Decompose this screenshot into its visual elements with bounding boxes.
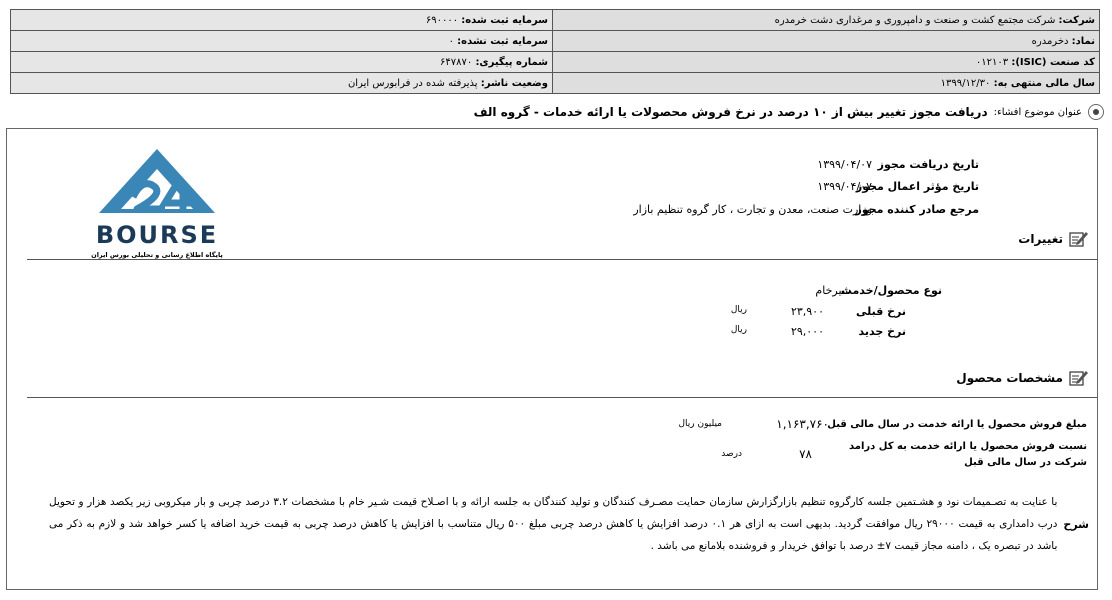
divider — [27, 397, 1097, 398]
subject-title: دریافت مجوز تغییر بیش از ۱۰ درصد در نرخ فروش محصولات یا ارائه خدمات - گروه الف — [473, 105, 988, 119]
new-rate-value: ۲۹,۰۰۰ — [790, 325, 824, 338]
old-rate-unit: ریال — [730, 305, 747, 315]
changes-title: تغییرات — [1018, 232, 1063, 246]
description-label: شرح — [1063, 517, 1089, 531]
new-rate-unit: ریال — [730, 325, 747, 335]
capital-unregistered-value: ۰ — [448, 35, 454, 47]
info-row — [11, 52, 1100, 73]
effective-date-value: ۱۳۹۹/۰۴/۰۷ — [817, 180, 872, 193]
company-name: شرکت مجتمع کشت و صنعت و دامپروری و مرغداری دشت خرمدره — [774, 14, 1056, 26]
tracking-cell: شماره پیگیری: ۶۴۷۸۷۰ — [11, 52, 553, 73]
sales-value: ۱,۱۶۳,۷۶۰ — [776, 417, 829, 431]
edit-icon — [1069, 230, 1089, 248]
subject-label: عنوان موضوع افشاء: — [993, 106, 1082, 118]
publisher-status-value: پذیرفته شده در فرابورس ایران — [347, 77, 478, 89]
product-type-label: نوع محصول/خدمت — [840, 284, 942, 297]
ratio-label: نسبت فروش محصول یا ارائه خدمت به کل درامد — [849, 441, 1087, 452]
new-rate-label: نرخ جدید — [858, 325, 906, 338]
logo-caption: پایگاه اطلاع رسانی و تحلیلی بورس ایران — [91, 251, 223, 259]
edit-icon — [1069, 369, 1089, 387]
changes-header — [1018, 230, 1089, 248]
product-type-value: شیرخام — [815, 284, 851, 297]
received-date-value: ۱۳۹۹/۰۴/۰۷ — [817, 158, 872, 171]
product-spec-title: مشخصات محصول — [956, 371, 1063, 385]
subject-row — [474, 104, 1104, 120]
company-info-table — [10, 9, 1100, 94]
capital-unregistered-cell: سرمایه ثبت نشده: ۰ — [11, 31, 553, 52]
symbol-value: دخرمدره — [1031, 35, 1069, 47]
capital-registered-value: ۶۹۰۰۰۰ — [425, 14, 459, 26]
target-bullet-icon — [1088, 104, 1104, 120]
info-row — [11, 73, 1100, 94]
description — [49, 491, 1089, 557]
tracking-value: ۶۴۷۸۷۰ — [440, 56, 473, 68]
capital-registered-cell: سرمایه ثبت شده: ۶۹۰۰۰۰ — [11, 10, 553, 31]
description-text: با عنایت به تصـمیمات نود و هشـتمین جلسه کارگروه تنظیم بازارگزارش سازمان حمایت مصـرف کنندگان و تولید کنندگان به جلسه ارائه و با اصـلاح قیمت شـیر خام با مشخصات ۳.۲ درصد چربی و بار میکروبی زیر یکصد هزار و تحویل درب دامداری به قیمت ۲۹۰۰۰ ریال موافقت گردید. بدیهی است به ازای هر ۰.۱ درصد افزایش یا کاهش درصد چربی مبلغ ۵۰۰ ریال متناسب با افزایش یا کاهش درصد چربی به قیمت خرید اضافه یا کسر خواهد شد و لازم به ذکر می باشد در تبصره یک ، دامنه مجاز قیمت ۷± درصد با توافق خریدار و فروشنده بلامانع می باشد . — [49, 496, 1058, 552]
fiscal-year-cell: سال مالی منتهی به: ۱۳۹۹/۱۲/۳۰ — [553, 73, 1100, 94]
isic-value: ۰۱۲۱۰۳ — [975, 56, 1009, 68]
received-date-label: تاریخ دریافت مجوز — [877, 158, 979, 171]
issuer-label: مرجع صادر کننده مجوز — [855, 203, 979, 216]
info-row — [11, 10, 1100, 31]
divider — [27, 259, 1097, 260]
bourse-logo-text: BOURSE — [95, 221, 219, 249]
issuer-value: وزارت صنعت، معدن و تجارت ، کار گروه تنظیم بازار — [633, 203, 872, 216]
product-spec-header — [956, 369, 1089, 387]
effective-date-label: تاریخ مؤثر اعمال مجوز — [855, 180, 979, 193]
ratio-label-2: شرکت در سال مالی قبل — [964, 457, 1087, 468]
symbol-cell: نماد: دخرمدره — [553, 31, 1100, 52]
publisher-status-cell: وضعیت ناشر: پذیرفته شده در فرابورس ایران — [11, 73, 553, 94]
company-cell: شرکت: شرکت مجتمع کشت و صنعت و دامپروری و مرغداری دشت خرمدره — [553, 10, 1100, 31]
sales-unit: میلیون ریال — [678, 419, 722, 429]
bourse-logo-icon — [77, 147, 237, 251]
bourse-logo — [77, 147, 237, 259]
sales-label: مبلغ فروش محصول یا ارائه خدمت در سال مالی قبل — [827, 419, 1087, 430]
old-rate-label: نرخ قبلی — [855, 305, 906, 318]
report-box — [6, 128, 1098, 590]
fiscal-year-value: ۱۳۹۹/۱۲/۳۰ — [940, 77, 991, 89]
old-rate-value: ۲۳,۹۰۰ — [790, 305, 824, 318]
ratio-unit: درصد — [721, 449, 742, 459]
isic-cell: کد صنعت (ISIC): ۰۱۲۱۰۳ — [553, 52, 1100, 73]
info-row — [11, 31, 1100, 52]
ratio-value: ۷۸ — [799, 447, 812, 461]
